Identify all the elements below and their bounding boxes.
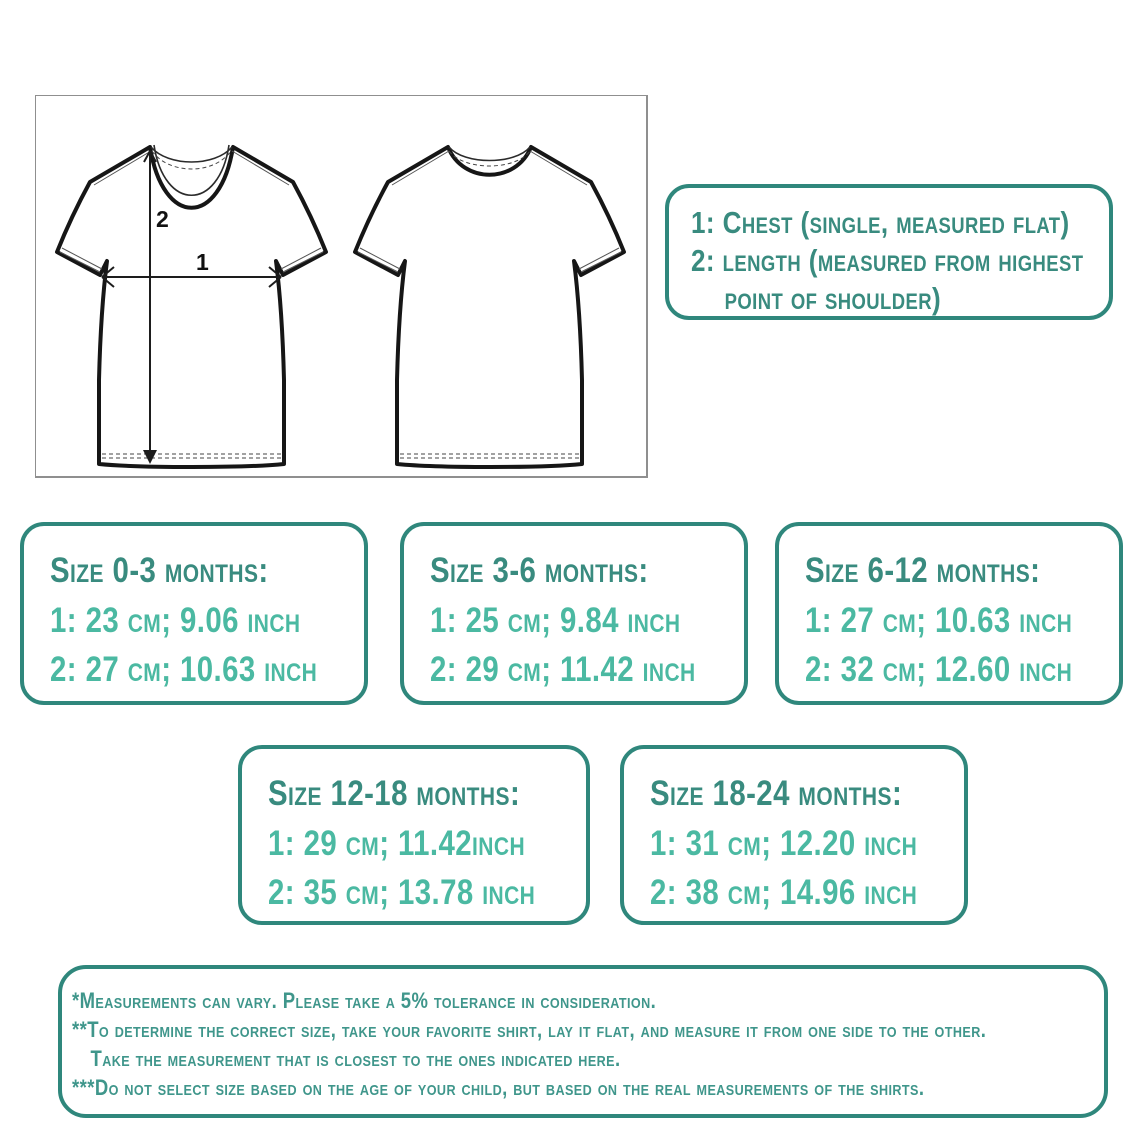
tshirt-back-body: [355, 147, 624, 467]
size-chest-value: 1: 27 cm; 10.63 inch: [805, 601, 1073, 640]
footnote-age-warning: ***Do not select size based on the age of your child, but based on the real measurements of the shirts.: [72, 1075, 925, 1100]
size-title: Size 6-12 months:: [805, 551, 1041, 590]
tshirt-diagram: [36, 96, 645, 475]
size-box-6-12-months: [775, 522, 1123, 705]
footnotes-box: [58, 965, 1108, 1118]
chest-label: 1: [196, 249, 209, 275]
size-length-value: 2: 32 cm; 12.60 inch: [805, 650, 1073, 689]
size-box-12-18-months: [238, 745, 590, 925]
size-chest-value: 1: 29 cm; 11.42inch: [268, 824, 526, 863]
size-length-value: 2: 29 cm; 11.42 inch: [430, 650, 696, 689]
size-length-value: 2: 38 cm; 14.96 inch: [650, 873, 918, 912]
measurement-legend-box: [665, 184, 1113, 320]
tshirt-front-backneck-line: [151, 147, 232, 162]
legend-line-length: 2: length (measured from highest: [691, 243, 1084, 278]
size-title: Size 0-3 months:: [50, 551, 269, 590]
size-chest-value: 1: 25 cm; 9.84 inch: [430, 601, 681, 640]
legend-line-length-cont: point of shoulder): [724, 281, 942, 316]
size-title: Size 18-24 months:: [650, 774, 903, 813]
size-length-value: 2: 27 cm; 10.63 inch: [50, 650, 318, 689]
footnote-how-to-measure: **To determine the correct size, take your favorite shirt, lay it flat, and measure it from one side to the other.: [72, 1017, 987, 1042]
size-chest-value: 1: 23 cm; 9.06 inch: [50, 601, 301, 640]
size-box-3-6-months: [400, 522, 748, 705]
footnote-tolerance: *Measurements can vary. Please take a 5% tolerance in consideration.: [72, 988, 657, 1013]
tshirt-diagram-frame: [35, 95, 648, 478]
tshirt-back-collar-band: [449, 147, 530, 161]
size-length-value: 2: 35 cm; 13.78 inch: [268, 873, 536, 912]
size-chest-value: 1: 31 cm; 12.20 inch: [650, 824, 918, 863]
tshirt-front-collar-stitch: [152, 151, 231, 169]
size-title: Size 3-6 months:: [430, 551, 649, 590]
legend-line-chest: 1: Chest (single, measured flat): [691, 205, 1070, 240]
size-box-0-3-months: [20, 522, 368, 705]
size-box-18-24-months: [620, 745, 968, 925]
footnote-how-to-measure-cont: Take the measurement that is closest to the ones indicated here.: [90, 1046, 621, 1071]
length-label: 2: [156, 206, 169, 232]
tshirt-front-diagram: [57, 145, 326, 467]
tshirt-back-diagram: [355, 147, 624, 467]
size-title: Size 12-18 months:: [268, 774, 521, 813]
